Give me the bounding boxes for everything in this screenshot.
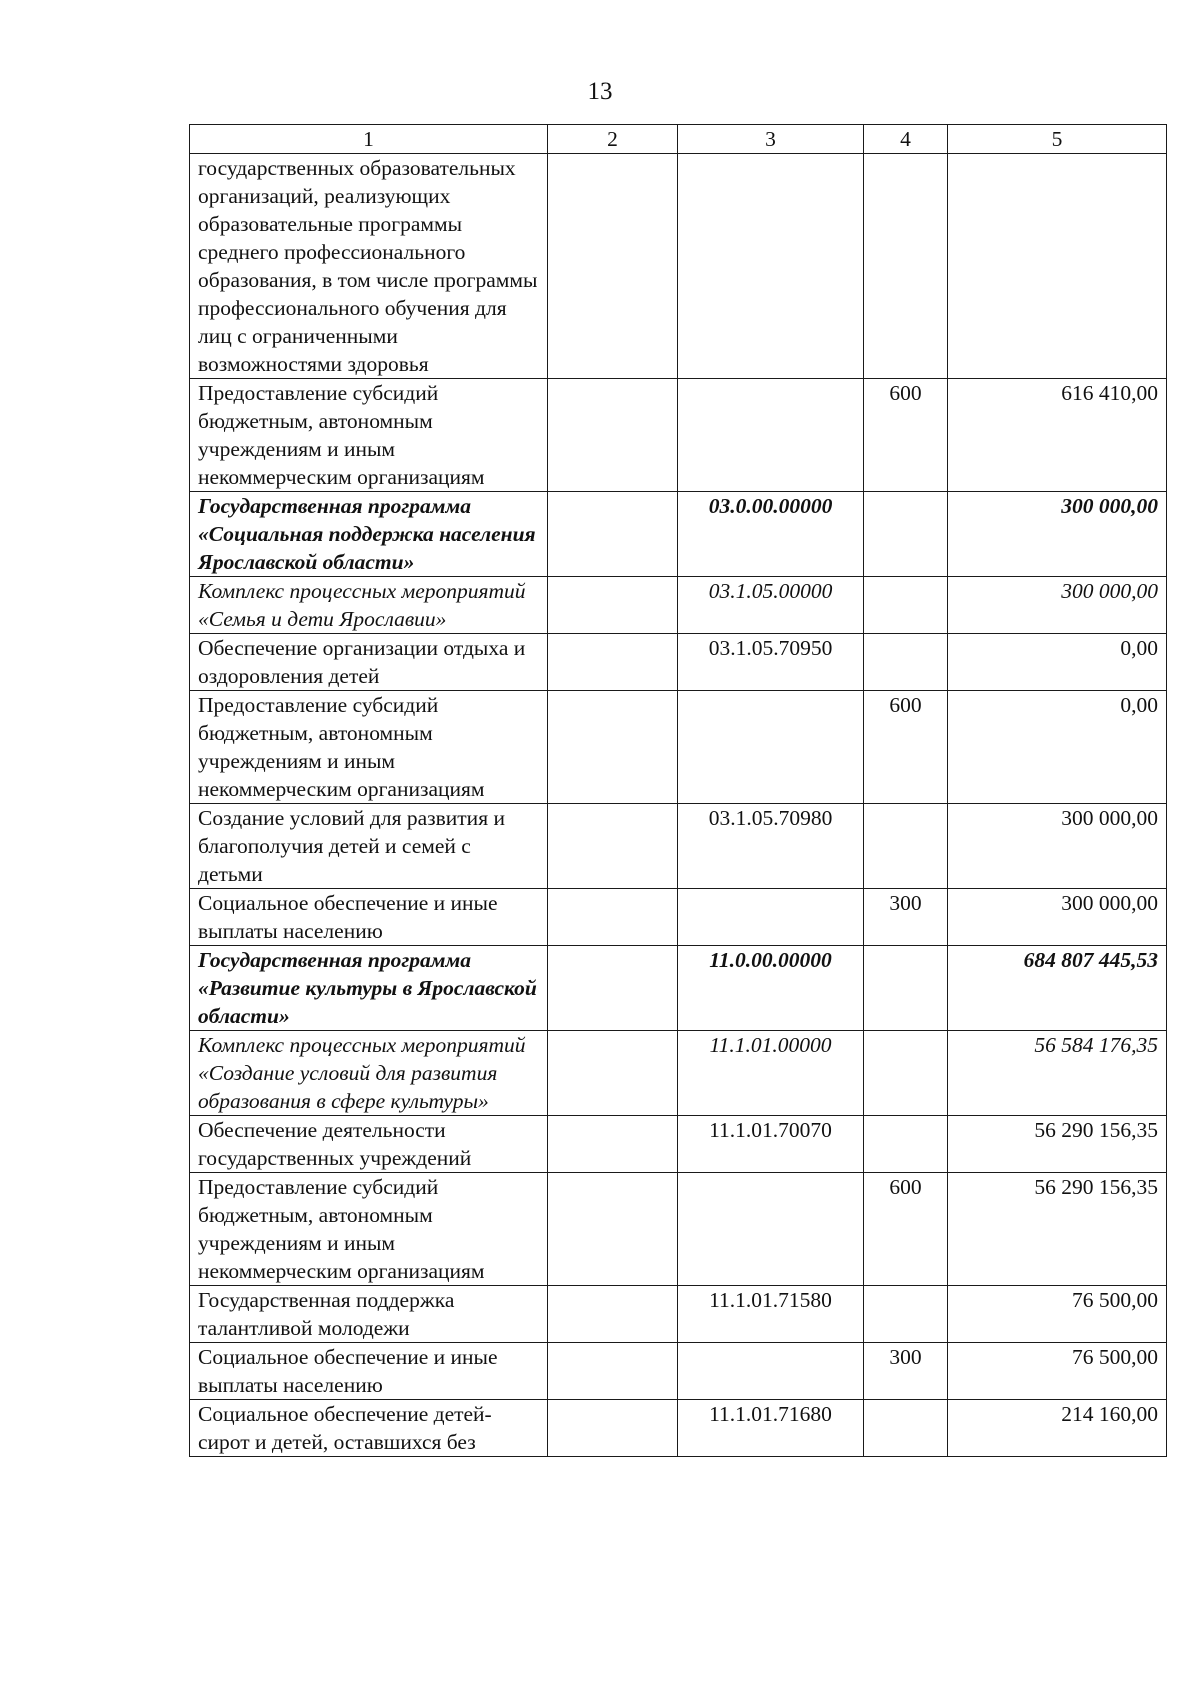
- row-code-cell: [678, 1173, 864, 1286]
- row-code-cell: 03.1.05.00000: [678, 577, 864, 634]
- row-name-cell: Обеспечение организации отдыха и оздоровления детей: [190, 634, 548, 691]
- row-amount-cell: 300 000,00: [948, 492, 1167, 577]
- table-row: [190, 1116, 1167, 1173]
- row-name-cell: Предоставление субсидий бюджетным, автономным учреждениям и иным некоммерческим организациям: [190, 379, 548, 492]
- header-col-2: 2: [548, 125, 678, 154]
- table-row: [190, 889, 1167, 946]
- row-amount-cell: 0,00: [948, 691, 1167, 804]
- row-name-cell: Социальное обеспечение детей-сирот и детей, оставшихся без: [190, 1400, 548, 1457]
- header-col-5: 5: [948, 125, 1167, 154]
- row-amount-cell: 76 500,00: [948, 1343, 1167, 1400]
- table-row: [190, 154, 1167, 379]
- row-amount-cell: 56 290 156,35: [948, 1173, 1167, 1286]
- row-col2-cell: [548, 1400, 678, 1457]
- row-name-cell: Социальное обеспечение и иные выплаты населению: [190, 889, 548, 946]
- row-col2-cell: [548, 1286, 678, 1343]
- row-col2-cell: [548, 1116, 678, 1173]
- row-expense-type-cell: 300: [864, 889, 948, 946]
- row-code-cell: 11.1.01.71680: [678, 1400, 864, 1457]
- row-name-cell: Предоставление субсидий бюджетным, автономным учреждениям и иным некоммерческим организациям: [190, 1173, 548, 1286]
- row-code-cell: [678, 889, 864, 946]
- row-amount-cell: [948, 154, 1167, 379]
- row-expense-type-cell: [864, 1031, 948, 1116]
- row-expense-type-cell: 600: [864, 691, 948, 804]
- row-code-cell: 03.1.05.70980: [678, 804, 864, 889]
- row-col2-cell: [548, 577, 678, 634]
- row-expense-type-cell: [864, 1400, 948, 1457]
- page-number: 13: [587, 78, 613, 105]
- header-col-3: 3: [678, 125, 864, 154]
- row-code-cell: 11.0.00.00000: [678, 946, 864, 1031]
- row-code-cell: [678, 379, 864, 492]
- table-row: [190, 634, 1167, 691]
- row-expense-type-cell: [864, 154, 948, 379]
- row-name-cell: государственных образовательных организаций, реализующих образовательные программы среднего профессионального образования, в том числе программы профессионального обучения для лиц с ограниченными возможностями здоровья: [190, 154, 548, 379]
- table-row: [190, 492, 1167, 577]
- row-col2-cell: [548, 1343, 678, 1400]
- table-row: [190, 691, 1167, 804]
- row-col2-cell: [548, 634, 678, 691]
- table-row: [190, 1173, 1167, 1286]
- row-code-cell: [678, 1343, 864, 1400]
- row-amount-cell: 214 160,00: [948, 1400, 1167, 1457]
- row-amount-cell: 76 500,00: [948, 1286, 1167, 1343]
- row-name-cell: Комплекс процессных мероприятий «Создание условий для развития образования в сфере культуры»: [190, 1031, 548, 1116]
- row-code-cell: 03.0.00.00000: [678, 492, 864, 577]
- table-row: [190, 946, 1167, 1031]
- table-row: [190, 379, 1167, 492]
- row-col2-cell: [548, 691, 678, 804]
- table-row: [190, 1400, 1167, 1457]
- row-amount-cell: 56 584 176,35: [948, 1031, 1167, 1116]
- table-row: [190, 1031, 1167, 1116]
- row-col2-cell: [548, 154, 678, 379]
- row-col2-cell: [548, 889, 678, 946]
- row-name-cell: Обеспечение деятельности государственных учреждений: [190, 1116, 548, 1173]
- row-expense-type-cell: [864, 634, 948, 691]
- header-row: [190, 125, 1167, 154]
- row-code-cell: 11.1.01.00000: [678, 1031, 864, 1116]
- table-row: [190, 577, 1167, 634]
- row-name-cell: Комплекс процессных мероприятий «Семья и дети Ярославии»: [190, 577, 548, 634]
- budget-table: [189, 124, 1167, 1457]
- row-expense-type-cell: [864, 577, 948, 634]
- row-expense-type-cell: [864, 804, 948, 889]
- row-expense-type-cell: 600: [864, 379, 948, 492]
- row-name-cell: Социальное обеспечение и иные выплаты населению: [190, 1343, 548, 1400]
- row-amount-cell: 684 807 445,53: [948, 946, 1167, 1031]
- row-col2-cell: [548, 804, 678, 889]
- row-col2-cell: [548, 379, 678, 492]
- row-name-cell: Создание условий для развития и благополучия детей и семей с детьми: [190, 804, 548, 889]
- row-expense-type-cell: 600: [864, 1173, 948, 1286]
- row-amount-cell: 300 000,00: [948, 804, 1167, 889]
- row-code-cell: 11.1.01.70070: [678, 1116, 864, 1173]
- row-col2-cell: [548, 1173, 678, 1286]
- row-code-cell: 03.1.05.70950: [678, 634, 864, 691]
- row-amount-cell: 300 000,00: [948, 577, 1167, 634]
- row-name-cell: Государственная программа «Социальная поддержка населения Ярославской области»: [190, 492, 548, 577]
- table-row: [190, 1286, 1167, 1343]
- row-code-cell: 11.1.01.71580: [678, 1286, 864, 1343]
- row-col2-cell: [548, 1031, 678, 1116]
- row-amount-cell: 0,00: [948, 634, 1167, 691]
- row-code-cell: [678, 154, 864, 379]
- table-row: [190, 804, 1167, 889]
- row-expense-type-cell: [864, 492, 948, 577]
- row-expense-type-cell: [864, 1116, 948, 1173]
- row-expense-type-cell: 300: [864, 1343, 948, 1400]
- row-amount-cell: 300 000,00: [948, 889, 1167, 946]
- header-col-4: 4: [864, 125, 948, 154]
- header-col-1: 1: [190, 125, 548, 154]
- row-col2-cell: [548, 492, 678, 577]
- row-amount-cell: 56 290 156,35: [948, 1116, 1167, 1173]
- row-col2-cell: [548, 946, 678, 1031]
- row-expense-type-cell: [864, 1286, 948, 1343]
- row-name-cell: Предоставление субсидий бюджетным, автономным учреждениям и иным некоммерческим организациям: [190, 691, 548, 804]
- row-code-cell: [678, 691, 864, 804]
- row-name-cell: Государственная поддержка талантливой молодежи: [190, 1286, 548, 1343]
- row-name-cell: Государственная программа «Развитие культуры в Ярославской области»: [190, 946, 548, 1031]
- table-row: [190, 1343, 1167, 1400]
- row-amount-cell: 616 410,00: [948, 379, 1167, 492]
- row-expense-type-cell: [864, 946, 948, 1031]
